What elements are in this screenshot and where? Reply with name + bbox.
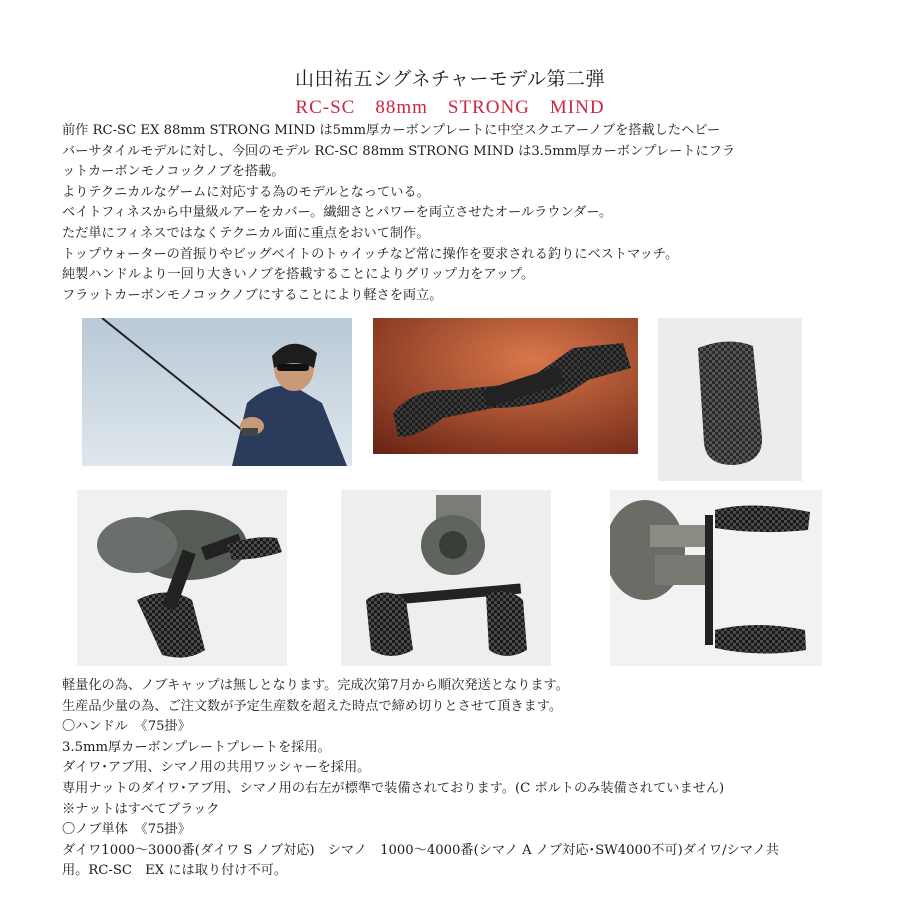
intro-line: 純製ハンドルより一回り大きいノブを搭載することによりグリップ力をアップ。 [62,267,535,283]
notes-line: ダイワ1000～3000番(ダイワ S ノブ対応) シマノ 1000～4000番(シマノ A ノブ対応･SW4000不可)ダイワ/シマノ共 [62,842,779,858]
reel-photo-left [77,490,287,666]
intro-line: よりテクニカルなゲームに対応する為のモデルとなっている。 [62,184,430,200]
knob-photo [658,318,802,481]
intro-line: バーサタイルモデルに対し、今回のモデル RC-SC 88mm STRONG MIND は3.5mm厚カーボンプレートにフラ [62,143,736,159]
notes-line: 3.5mm厚カーボンプレートプレートを採用。 [62,739,331,755]
notes-line: ダイワ･アブ用、シマノ用の共用ワッシャーを採用。 [62,760,371,776]
intro-line: 前作 RC-SC EX 88mm STRONG MIND は5mm厚カーボンプレートに中空スクエアーノブを搭載したヘビー [62,123,721,138]
intro-line: フラットカーボンモノコックノブにすることにより軽さを両立。 [62,287,443,303]
reel-photo-center [341,490,551,666]
notes-line: 軽量化の為、ノブキャップは無しとなります。完成次第7月から順次発送となります。 [62,678,569,693]
notes-line: 〇ノブ単体 《75掛》 [62,822,191,838]
intro-text [62,121,852,306]
handle-photo [373,318,638,454]
notes-line: 生産品少量の為、ご注文数が予定生産数を超えた時点で締め切りとさせて頂きます。 [62,698,563,714]
page-title: 山田祐五シグネチャーモデル第二弾 [295,68,605,90]
notes-line: 用。RC-SC EX には取り付け不可。 [62,863,288,879]
intro-line: ただ単にフィネスではなくテクニカル面に重点をおいて制作。 [62,225,430,241]
notes-text [62,676,852,882]
reel-photo-right [610,490,822,666]
intro-line: ベイトフィネスから中量級ルアーをカバー。繊細さとパワーを両立させたオールラウンダー。 [62,205,613,221]
intro-line: ットカーボンモノコックノブを搭載。 [62,164,285,180]
notes-line: 専用ナットのダイワ･アブ用、シマノ用の右左が標準で装備されております。(C ボルトのみ装備されていません) [62,780,725,796]
angler-photo [82,318,352,466]
product-name: RC-SC 88mm STRONG MIND [295,97,605,118]
intro-line: トップウォーターの首振りやビッグベイトのトゥイッチなど常に操作を要求される釣りにベストマッチ。 [62,246,679,262]
notes-line: 〇ハンドル 《75掛》 [62,719,191,735]
notes-line: ※ナットはすべてブラック [62,801,220,817]
